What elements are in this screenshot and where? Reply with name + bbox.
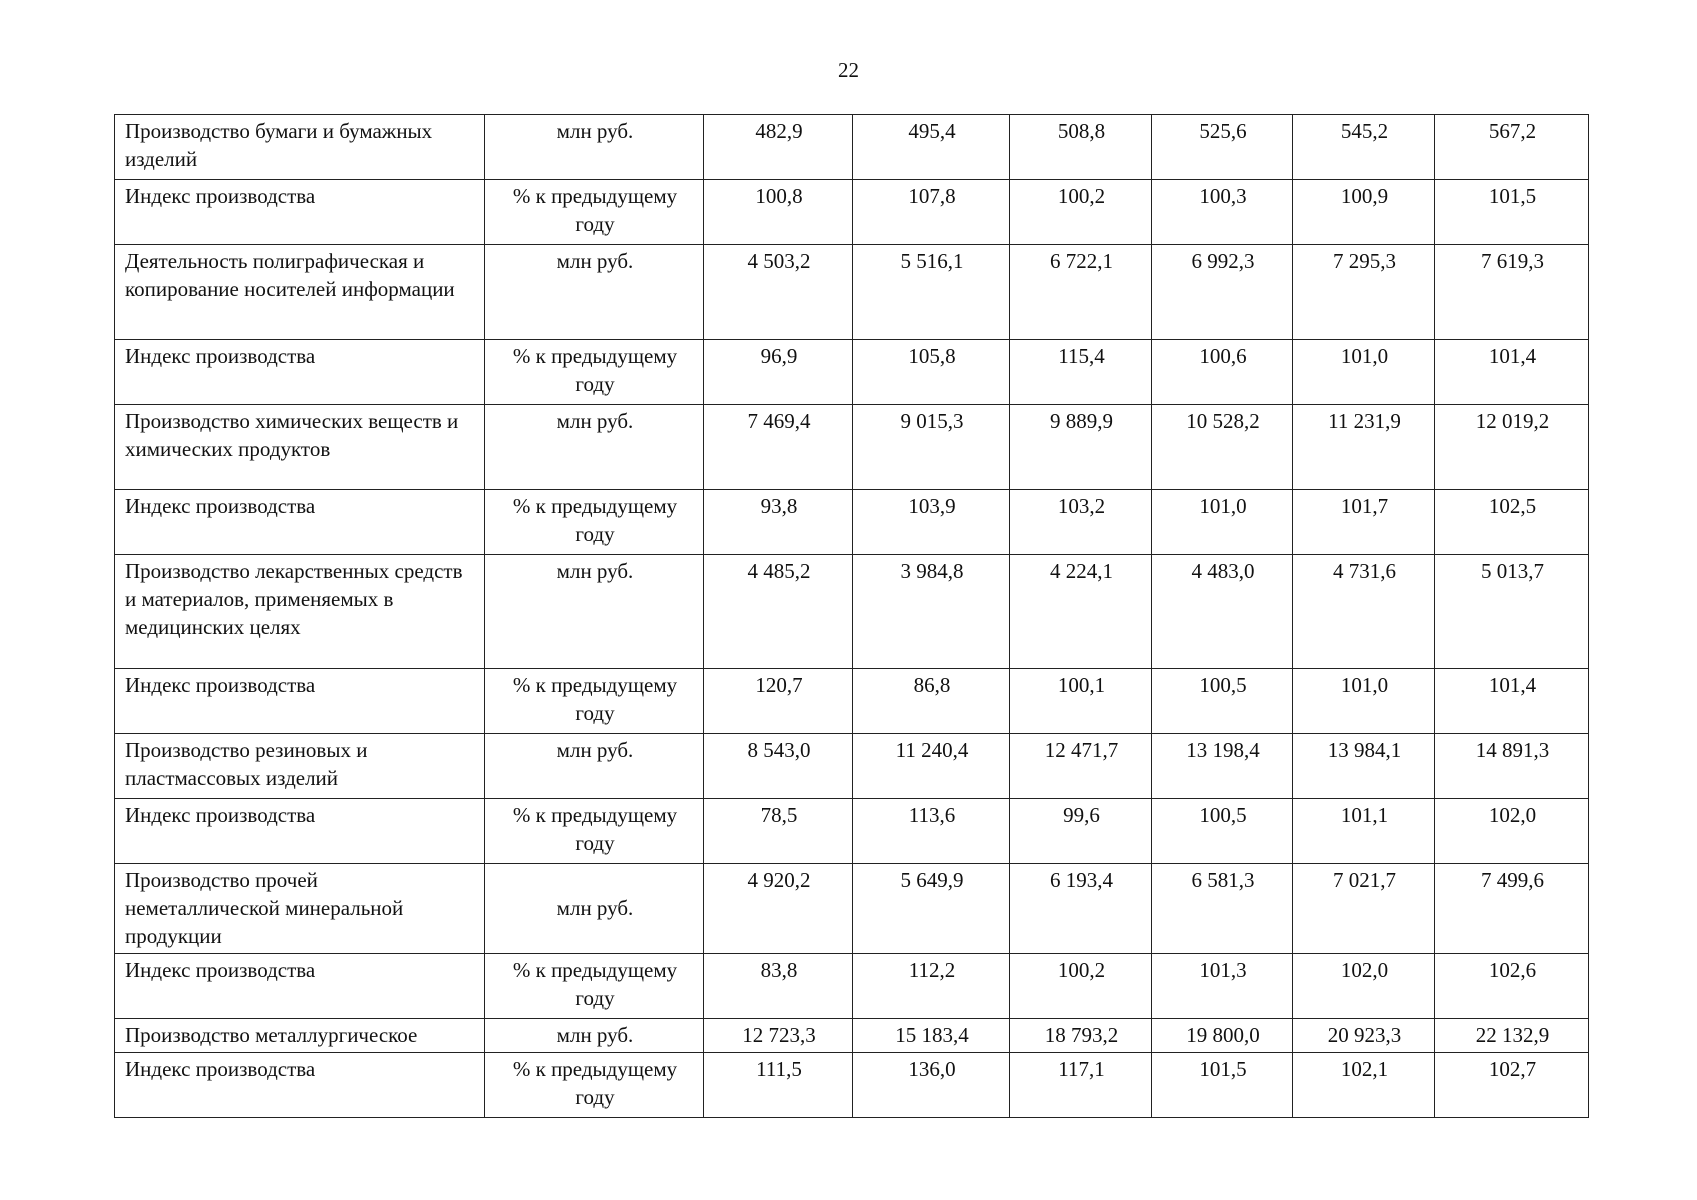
row-name: Производство металлургическое bbox=[115, 1019, 485, 1053]
cell-value: 11 231,9 bbox=[1293, 405, 1435, 490]
cell-value: 22 132,9 bbox=[1435, 1019, 1589, 1053]
cell-value: 12 723,3 bbox=[704, 1019, 853, 1053]
cell-value: 508,8 bbox=[1010, 115, 1152, 180]
cell-value: 113,6 bbox=[853, 799, 1010, 864]
row-name: Индекс производства bbox=[115, 954, 485, 1019]
cell-value: 102,1 bbox=[1293, 1053, 1435, 1118]
table-row bbox=[115, 954, 1589, 1019]
cell-value: 102,5 bbox=[1435, 490, 1589, 555]
cell-value: 99,6 bbox=[1010, 799, 1152, 864]
cell-value: 93,8 bbox=[704, 490, 853, 555]
cell-value: 20 923,3 bbox=[1293, 1019, 1435, 1053]
cell-value: 96,9 bbox=[704, 340, 853, 405]
cell-value: 5 013,7 bbox=[1435, 555, 1589, 669]
table-row bbox=[115, 1019, 1589, 1053]
cell-value: 495,4 bbox=[853, 115, 1010, 180]
row-unit: млн руб. bbox=[485, 115, 704, 180]
table-row bbox=[115, 734, 1589, 799]
cell-value: 100,8 bbox=[704, 180, 853, 245]
table-row bbox=[115, 115, 1589, 180]
cell-value: 12 019,2 bbox=[1435, 405, 1589, 490]
row-name: Производство химических веществ и химических продуктов bbox=[115, 405, 485, 490]
cell-value: 101,4 bbox=[1435, 340, 1589, 405]
cell-value: 10 528,2 bbox=[1152, 405, 1293, 490]
row-name: Производство бумаги и бумажных изделий bbox=[115, 115, 485, 180]
cell-value: 101,0 bbox=[1293, 340, 1435, 405]
row-name: Индекс производства bbox=[115, 180, 485, 245]
cell-value: 7 295,3 bbox=[1293, 245, 1435, 340]
cell-value: 7 469,4 bbox=[704, 405, 853, 490]
table-row bbox=[115, 245, 1589, 340]
cell-value: 100,1 bbox=[1010, 669, 1152, 734]
cell-value: 101,0 bbox=[1152, 490, 1293, 555]
row-unit: % к предыдущему году bbox=[485, 340, 704, 405]
table-row bbox=[115, 799, 1589, 864]
cell-value: 12 471,7 bbox=[1010, 734, 1152, 799]
cell-value: 101,1 bbox=[1293, 799, 1435, 864]
row-unit: млн руб. bbox=[485, 405, 704, 490]
cell-value: 103,9 bbox=[853, 490, 1010, 555]
cell-value: 8 543,0 bbox=[704, 734, 853, 799]
cell-value: 7 619,3 bbox=[1435, 245, 1589, 340]
production-table bbox=[114, 114, 1589, 1118]
cell-value: 4 485,2 bbox=[704, 555, 853, 669]
cell-value: 102,0 bbox=[1435, 799, 1589, 864]
row-unit: % к предыдущему году bbox=[485, 180, 704, 245]
row-name: Производство лекарственных средств и материалов, применяемых в медицинских целях bbox=[115, 555, 485, 669]
cell-value: 3 984,8 bbox=[853, 555, 1010, 669]
row-unit: млн руб. bbox=[485, 864, 704, 954]
cell-value: 7 499,6 bbox=[1435, 864, 1589, 954]
cell-value: 6 193,4 bbox=[1010, 864, 1152, 954]
cell-value: 101,4 bbox=[1435, 669, 1589, 734]
cell-value: 100,5 bbox=[1152, 799, 1293, 864]
cell-value: 5 516,1 bbox=[853, 245, 1010, 340]
cell-value: 100,6 bbox=[1152, 340, 1293, 405]
row-name: Производство прочей неметаллической минеральной продукции bbox=[115, 864, 485, 954]
cell-value: 107,8 bbox=[853, 180, 1010, 245]
cell-value: 18 793,2 bbox=[1010, 1019, 1152, 1053]
row-unit: млн руб. bbox=[485, 555, 704, 669]
row-name: Индекс производства bbox=[115, 1053, 485, 1118]
cell-value: 6 722,1 bbox=[1010, 245, 1152, 340]
cell-value: 78,5 bbox=[704, 799, 853, 864]
cell-value: 5 649,9 bbox=[853, 864, 1010, 954]
cell-value: 115,4 bbox=[1010, 340, 1152, 405]
row-unit: % к предыдущему году bbox=[485, 1053, 704, 1118]
cell-value: 4 224,1 bbox=[1010, 555, 1152, 669]
row-name: Деятельность полиграфическая и копирование носителей информации bbox=[115, 245, 485, 340]
cell-value: 101,3 bbox=[1152, 954, 1293, 1019]
row-name: Индекс производства bbox=[115, 490, 485, 555]
table-row bbox=[115, 669, 1589, 734]
row-name: Индекс производства bbox=[115, 340, 485, 405]
table-row bbox=[115, 864, 1589, 954]
cell-value: 9 889,9 bbox=[1010, 405, 1152, 490]
cell-value: 6 992,3 bbox=[1152, 245, 1293, 340]
cell-value: 101,5 bbox=[1152, 1053, 1293, 1118]
cell-value: 567,2 bbox=[1435, 115, 1589, 180]
cell-value: 102,0 bbox=[1293, 954, 1435, 1019]
row-unit: % к предыдущему году bbox=[485, 954, 704, 1019]
cell-value: 101,7 bbox=[1293, 490, 1435, 555]
cell-value: 102,7 bbox=[1435, 1053, 1589, 1118]
cell-value: 102,6 bbox=[1435, 954, 1589, 1019]
cell-value: 112,2 bbox=[853, 954, 1010, 1019]
cell-value: 111,5 bbox=[704, 1053, 853, 1118]
cell-value: 9 015,3 bbox=[853, 405, 1010, 490]
table-row bbox=[115, 555, 1589, 669]
cell-value: 19 800,0 bbox=[1152, 1019, 1293, 1053]
cell-value: 6 581,3 bbox=[1152, 864, 1293, 954]
cell-value: 4 483,0 bbox=[1152, 555, 1293, 669]
cell-value: 13 984,1 bbox=[1293, 734, 1435, 799]
cell-value: 103,2 bbox=[1010, 490, 1152, 555]
cell-value: 83,8 bbox=[704, 954, 853, 1019]
cell-value: 86,8 bbox=[853, 669, 1010, 734]
cell-value: 4 731,6 bbox=[1293, 555, 1435, 669]
cell-value: 13 198,4 bbox=[1152, 734, 1293, 799]
cell-value: 11 240,4 bbox=[853, 734, 1010, 799]
page-number: 22 bbox=[838, 58, 859, 82]
table-row bbox=[115, 1053, 1589, 1118]
row-name: Индекс производства bbox=[115, 669, 485, 734]
cell-value: 117,1 bbox=[1010, 1053, 1152, 1118]
cell-value: 4 920,2 bbox=[704, 864, 853, 954]
cell-value: 100,5 bbox=[1152, 669, 1293, 734]
row-unit: % к предыдущему году bbox=[485, 799, 704, 864]
row-unit: млн руб. bbox=[485, 734, 704, 799]
cell-value: 101,0 bbox=[1293, 669, 1435, 734]
table-row bbox=[115, 490, 1589, 555]
table-row bbox=[115, 340, 1589, 405]
cell-value: 15 183,4 bbox=[853, 1019, 1010, 1053]
cell-value: 14 891,3 bbox=[1435, 734, 1589, 799]
cell-value: 100,3 bbox=[1152, 180, 1293, 245]
cell-value: 525,6 bbox=[1152, 115, 1293, 180]
cell-value: 101,5 bbox=[1435, 180, 1589, 245]
cell-value: 100,9 bbox=[1293, 180, 1435, 245]
table-row bbox=[115, 405, 1589, 490]
cell-value: 545,2 bbox=[1293, 115, 1435, 180]
cell-value: 4 503,2 bbox=[704, 245, 853, 340]
cell-value: 105,8 bbox=[853, 340, 1010, 405]
cell-value: 482,9 bbox=[704, 115, 853, 180]
row-unit: млн руб. bbox=[485, 245, 704, 340]
row-name: Индекс производства bbox=[115, 799, 485, 864]
cell-value: 100,2 bbox=[1010, 954, 1152, 1019]
cell-value: 120,7 bbox=[704, 669, 853, 734]
row-unit: % к предыдущему году bbox=[485, 490, 704, 555]
cell-value: 100,2 bbox=[1010, 180, 1152, 245]
table-row bbox=[115, 180, 1589, 245]
cell-value: 136,0 bbox=[853, 1053, 1010, 1118]
row-unit: % к предыдущему году bbox=[485, 669, 704, 734]
cell-value: 7 021,7 bbox=[1293, 864, 1435, 954]
row-unit: млн руб. bbox=[485, 1019, 704, 1053]
row-name: Производство резиновых и пластмассовых изделий bbox=[115, 734, 485, 799]
